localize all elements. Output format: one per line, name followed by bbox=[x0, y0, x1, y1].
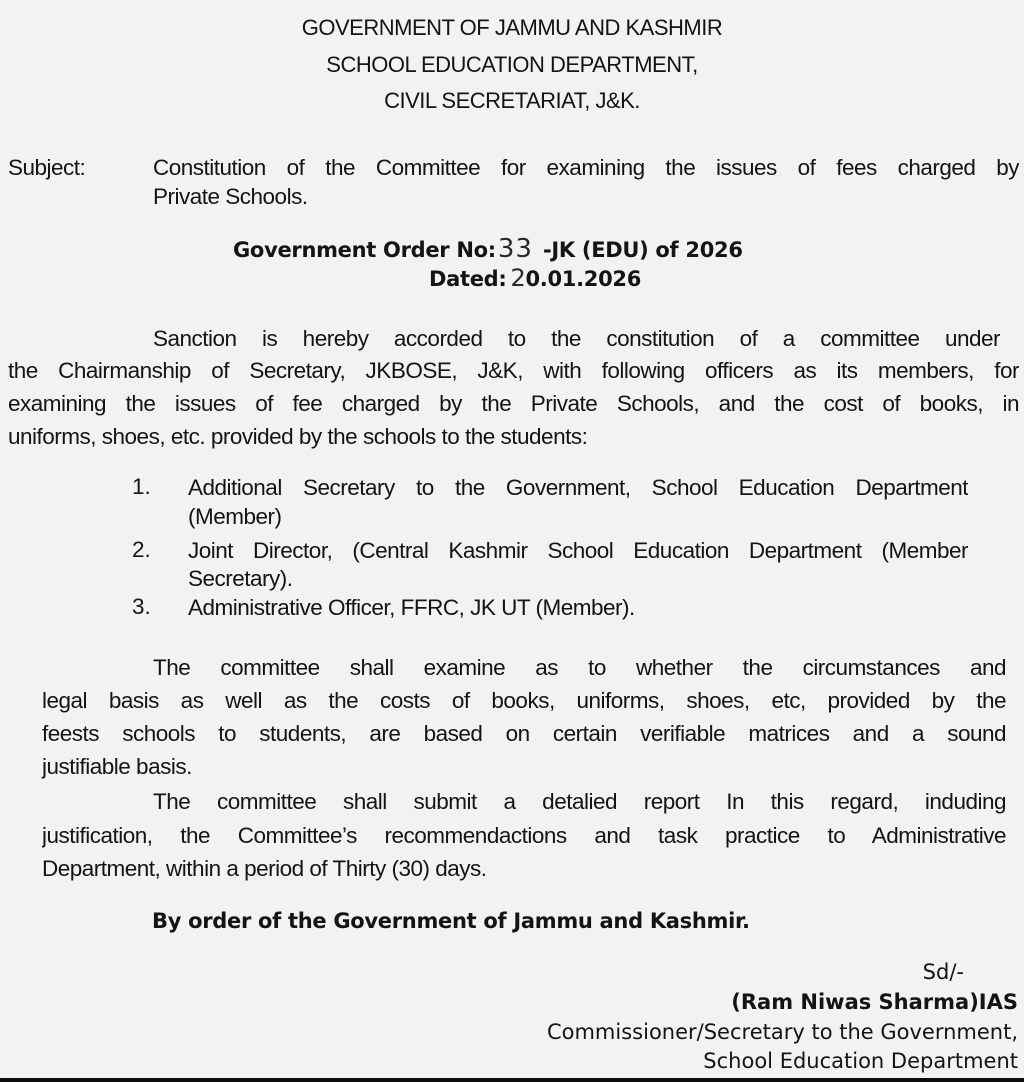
subject-text-line2: Private Schools. bbox=[153, 184, 308, 209]
signatory-designation: Commissioner/Secretary to the Government, bbox=[546, 1020, 1018, 1044]
member-text-line2: (Member) bbox=[188, 504, 282, 529]
header-government: GOVERNMENT OF JAMMU AND KASHMIR bbox=[301, 15, 723, 40]
date-value: 0.01.2026 bbox=[525, 267, 642, 291]
paragraph1-line3: examining the issues of fee charged by the Private Schools, and the cost of books, in bbox=[8, 391, 1019, 416]
signatory-name: (Ram Niwas Sharma)IAS bbox=[731, 990, 1018, 1014]
member-text-line2: Secretary). bbox=[188, 566, 293, 591]
date-handwritten-digit: 2 bbox=[510, 264, 526, 292]
header-department: SCHOOL EDUCATION DEPARTMENT, bbox=[326, 52, 698, 77]
signature-sd: Sd/- bbox=[922, 960, 964, 984]
order-number-handwritten: 33 bbox=[497, 234, 533, 264]
paragraph3-line1: The committee shall submit a detalied report In this regard, induding bbox=[153, 789, 1006, 814]
member-text-line1: Administrative Officer, FFRC, JK UT (Member). bbox=[188, 595, 635, 620]
subject-label: Subject: bbox=[8, 155, 86, 180]
paragraph2-line4: justifiable basis. bbox=[42, 754, 192, 779]
paragraph2-line1: The committee shall examine as to whether the circumstances and bbox=[153, 655, 1006, 680]
paragraph3-line3: Department, within a period of Thirty (30) days. bbox=[42, 856, 487, 881]
paragraph2-line2: legal basis as well as the costs of books, uniforms, shoes, etc, provided by the bbox=[42, 688, 1006, 713]
order-suffix: -JK (EDU) of 2026 bbox=[542, 238, 743, 262]
member-number: 3. bbox=[132, 594, 151, 619]
paragraph2-line3: feests schools to students, are based on certain verifiable matrices and a sound bbox=[42, 721, 1006, 746]
closing-statement: By order of the Government of Jammu and Kashmir. bbox=[152, 909, 750, 933]
header-secretariat: CIVIL SECRETARIAT, J&K. bbox=[384, 88, 640, 113]
bottom-edge-bar bbox=[0, 1078, 1024, 1082]
member-number: 1. bbox=[132, 474, 151, 499]
paragraph1-line4: uniforms, shoes, etc. provided by the schools to the students: bbox=[8, 424, 588, 449]
paragraph1-line1: Sanction is hereby accorded to the constitution of a committee under bbox=[153, 326, 1000, 351]
paragraph3-line2: justification, the Committee’s recommendactions and task practice to Administrative bbox=[42, 823, 1006, 848]
paragraph1-line2: the Chairmanship of Secretary, JKBOSE, J&K, with following officers as its members, for bbox=[8, 358, 1019, 383]
order-prefix: Government Order No: bbox=[233, 238, 496, 262]
member-text-line1: Additional Secretary to the Government, School Education Department bbox=[188, 475, 968, 500]
dated-label: Dated: bbox=[429, 267, 507, 291]
subject-text-line1: Constitution of the Committee for examining the issues of fees charged by bbox=[153, 155, 1019, 180]
order-date-line bbox=[429, 264, 641, 292]
member-number: 2. bbox=[132, 537, 151, 562]
signatory-department: School Education Department bbox=[703, 1049, 1018, 1073]
order-number-line bbox=[233, 234, 743, 264]
member-text-line1: Joint Director, (Central Kashmir School Education Department (Member bbox=[188, 538, 968, 563]
